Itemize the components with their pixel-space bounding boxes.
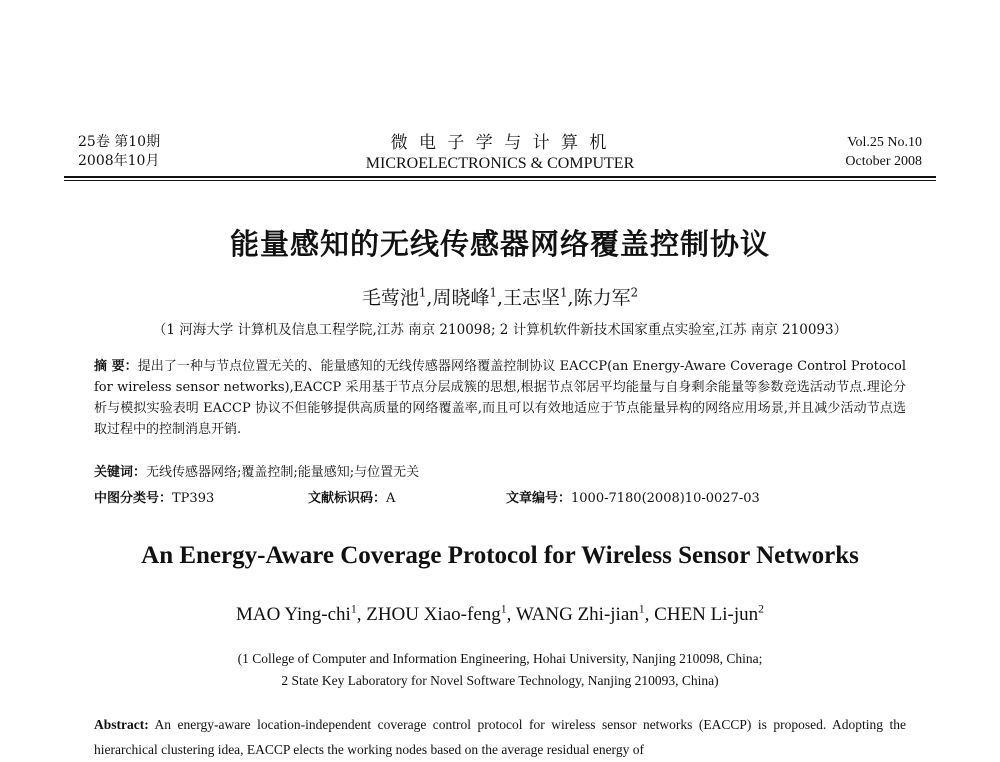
author-cn: 周晓峰 [432,287,490,309]
authors-cn [0,283,1000,310]
keywords-cn-label: 关键词： [94,465,147,480]
header-rule-thick [64,176,936,178]
affiliation-en-line: (1 College of Computer and Information Engineering, Hohai University, Nanjing 210098, China; [237,651,763,666]
abstract-cn [94,356,906,440]
abstract-en-text: An energy-aware location-independent coverage control protocol for wireless sensor networks (EACCP) is proposed. Adopting the hierarchical clustering idea, EACCP elects the working nodes based on the average residual energy of [94,717,906,757]
author-aff-mark: 2 [630,285,639,300]
author-en: WANG Zhi-jian [515,604,639,625]
date-en: October 2008 [845,154,922,169]
doc-value: A [386,491,396,506]
affiliation-cn: （1 河海大学 计算机及信息工程学院,江苏 南京 210098; 2 计算机软件新技术国家重点实验室,江苏 南京 210093） [152,322,848,338]
clc-value: TP393 [172,491,215,506]
article-value: 1000-7180(2008)10-0027-03 [571,491,760,506]
keywords-cn-text: 无线传感器网络;覆盖控制;能量感知;与位置无关 [146,465,420,480]
author-aff-mark: 2 [758,602,765,616]
author-en: ZHOU Xiao-feng [366,604,501,625]
date-cn: 2008年10月 [78,153,160,169]
author-separator: , [356,604,367,625]
author-cn: 王志坚 [503,287,561,309]
article-label: 文章编号： [506,491,572,506]
author-separator: , [506,604,516,625]
abstract-en [94,712,906,762]
author-aff-mark: 1 [638,602,645,616]
journal-name-cn: 微 电 子 学 与 计 算 机 [390,133,610,153]
author-cn: 毛莺池 [361,287,419,309]
author-aff-mark: 1 [500,602,507,616]
author-aff-mark: 1 [350,602,357,616]
author-separator: , [567,287,574,309]
paper-title-en: An Energy-Aware Coverage Protocol for Wireless Sensor Networks [141,542,859,569]
author-separator: , [426,287,433,309]
author-aff-mark: 1 [489,285,497,300]
journal-name-en: MICROELECTRONICS & COMPUTER [365,155,635,172]
paper-title-cn: 能量感知的无线传感器网络覆盖控制协议 [229,227,770,261]
affiliation-en-line: 2 State Key Laboratory for Novel Software Technology, Nanjing 210093, China) [281,673,719,688]
header-rule-thin [64,180,936,181]
abstract-en-label: Abstract: [94,717,149,732]
author-aff-mark: 1 [418,285,427,300]
abstract-cn-label: 摘 要： [94,359,138,374]
doc-label: 文献标识码： [308,491,387,506]
affiliation-en [0,648,1000,692]
article-number [506,487,760,506]
author-aff-mark: 1 [560,285,568,300]
keywords-cn [94,461,419,480]
author-separator: , [496,287,504,309]
author-separator: , [644,604,655,625]
abstract-cn-text: 提出了一种与节点位置无关的、能量感知的无线传感器网络覆盖控制协议 EACCP(an Energy-Aware Coverage Control Protocol for wireless sensor networks),EACCP 采用基于节点分层成簇的思想,根据节点邻居平均能量与自身剩余能量等参数竞选活动节点.理论分析与模拟实验表明 EACCP 协议不但能够提供高质量的网络覆盖率,而且可以有效地适应于节点能量异构的网络应用场景,并且减少活动节点选取过程中的控制消息开销. [94,359,906,437]
author-en: MAO Ying-chi [235,604,351,625]
document-code [308,487,395,506]
authors-en [0,604,1000,626]
volume-cn: 25卷 第10期 [78,134,161,150]
author-en: CHEN Li-jun [654,604,759,625]
author-cn: 陈力军 [573,287,631,309]
clc-label: 中图分类号： [94,491,173,506]
clc-number [94,487,214,506]
volume-en: Vol.25 No.10 [847,135,922,150]
header-right [845,133,922,171]
